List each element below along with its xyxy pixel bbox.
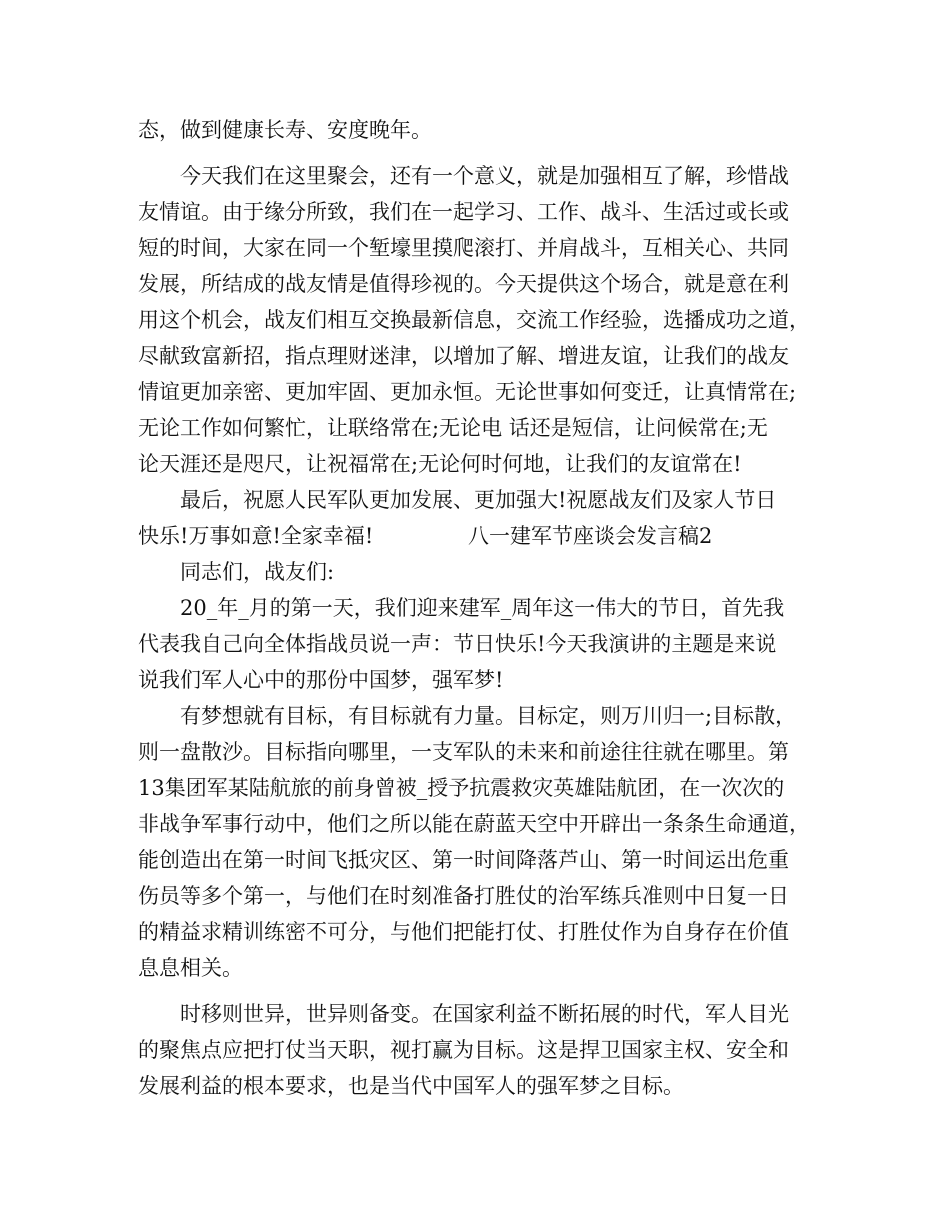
text-line: 有梦想就有目标，有目标就有力量。目标定，则万川归一;目标散， bbox=[180, 704, 797, 728]
text-line: 非战争军事行动中，他们之所以能在蔚蓝天空中开辟出一条条生命通道， bbox=[138, 812, 810, 836]
text-line: 能创造出在第一时间飞抵灾区、第一时间降落芦山、第一时间运出危重 bbox=[138, 848, 789, 872]
text-line: 短的时间，大家在同一个堑壕里摸爬滚打、并肩战斗，互相关心、共同 bbox=[138, 236, 789, 260]
text-line: 快乐!万事如意!全家幸福! bbox=[138, 524, 374, 548]
text-line: 态，做到健康长寿、安度晚年。 bbox=[138, 118, 432, 142]
text-line: 情谊更加亲密、更加牢固、更加永恒。无论世事如何变迁，让真情常在; bbox=[138, 380, 797, 404]
text-line: 20_年_月的第一天，我们迎来建军_周年这一伟大的节日，首先我 bbox=[180, 596, 785, 620]
text-line: 用这个机会，战友们相互交换最新信息，交流工作经验，选播成功之道， bbox=[138, 308, 810, 332]
text-line: 无论工作如何繁忙，让联络常在;无论电 话还是短信，让问候常在;无 bbox=[138, 416, 768, 440]
text-line: 论天涯还是咫尺，让祝福常在;无论何时何地，让我们的友谊常在! bbox=[138, 452, 742, 476]
salutation: 同志们，战友们: bbox=[180, 560, 335, 584]
text-line: 的聚焦点应把打仗当天职，视打赢为目标。这是捍卫国家主权、安全和 bbox=[138, 1038, 789, 1062]
text-line: 13集团军某陆航旅的前身曾被_授予抗震救灾英雄陆航团，在一次次的 bbox=[138, 776, 785, 800]
text-line: 友情谊。由于缘分所致，我们在一起学习、工作、战斗、生活过或长或 bbox=[138, 200, 789, 224]
text-line: 的精益求精训练密不可分，与他们把能打仗、打胜仗作为自身存在价值 bbox=[138, 920, 789, 944]
text-line: 今天我们在这里聚会，还有一个意义，就是加强相互了解，珍惜战 bbox=[180, 164, 789, 188]
document-title: 八一建军节座谈会发言稿2 bbox=[468, 524, 713, 548]
text-line: 最后，祝愿人民军队更加发展、更加强大!祝愿战友们及家人节日 bbox=[180, 488, 777, 512]
text-line: 说我们军人心中的那份中国梦，强军梦! bbox=[138, 668, 504, 692]
text-line: 时移则世异，世异则备变。在国家利益不断拓展的时代，军人目光 bbox=[180, 1002, 789, 1026]
text-line: 发展利益的根本要求，也是当代中国军人的强军梦之目标。 bbox=[138, 1074, 684, 1098]
text-line: 则一盘散沙。目标指向哪里，一支军队的未来和前途往往就在哪里。第 bbox=[138, 740, 789, 764]
text-line: 伤员等多个第一，与他们在时刻准备打胜仗的治军练兵准则中日复一日 bbox=[138, 884, 789, 908]
text-line: 发展，所结成的战友情是值得珍视的。今天提供这个场合，就是意在利 bbox=[138, 272, 789, 296]
text-line: 尽献致富新招，指点理财迷津，以增加了解、增进友谊，让我们的战友 bbox=[138, 344, 789, 368]
text-line: 息息相关。 bbox=[138, 956, 243, 980]
text-line: 代表我自己向全体指战员说一声：节日快乐!今天我演讲的主题是来说 bbox=[138, 632, 777, 656]
